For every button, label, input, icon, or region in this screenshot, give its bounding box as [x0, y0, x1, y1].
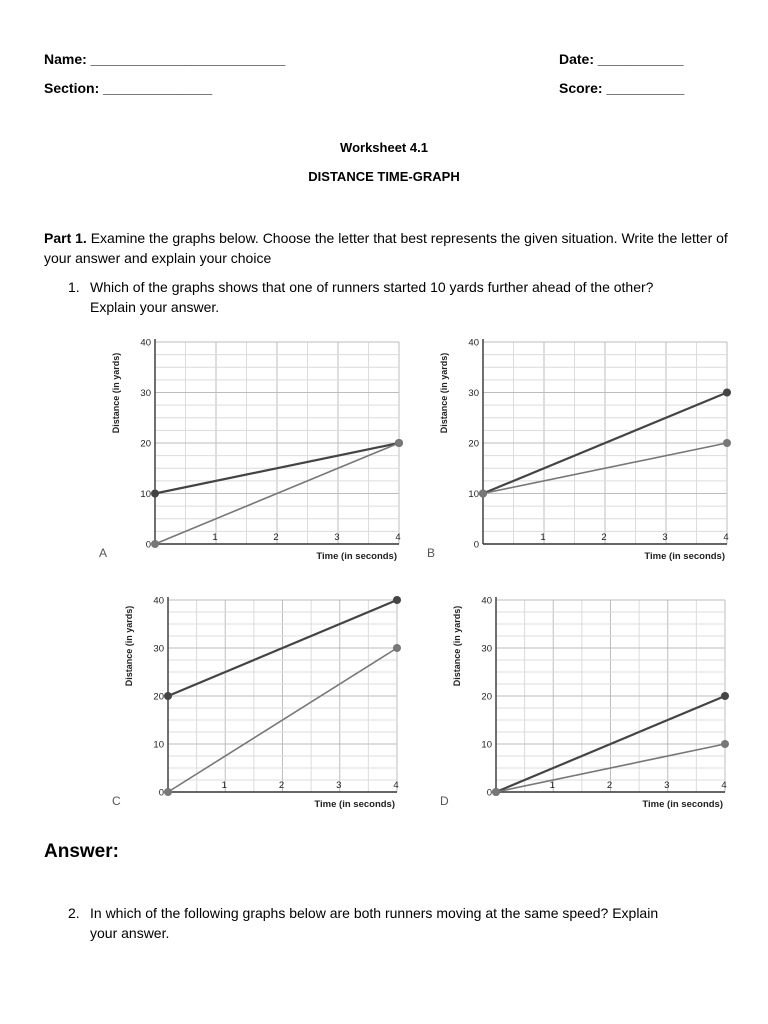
y-tick-label: 10	[153, 739, 164, 751]
question-2-number: 2.	[68, 905, 80, 921]
graph-c	[108, 590, 408, 816]
x-axis-label: Time (in seconds)	[644, 551, 725, 562]
x-tick-label: 4	[721, 780, 727, 791]
y-tick-label: 10	[481, 739, 492, 751]
answer-label: Answer:	[44, 841, 119, 862]
y-tick-label: 40	[468, 337, 479, 349]
y-axis-label: Distance (in yards)	[124, 605, 134, 687]
x-tick-label: 4	[393, 780, 399, 791]
y-tick-label: 20	[468, 438, 479, 450]
data-point	[479, 490, 487, 498]
y-tick-label: 0	[145, 539, 151, 551]
x-axis-label: Time (in seconds)	[316, 551, 397, 562]
score-field-label: Score: __________	[559, 80, 685, 96]
x-tick-label: 2	[273, 532, 279, 543]
y-tick-label: 30	[468, 388, 479, 399]
part1-label: Part 1.	[44, 230, 87, 246]
x-axis-label: Time (in seconds)	[314, 799, 395, 810]
question-1-line-2: Explain your answer.	[90, 299, 220, 315]
question-1-text	[90, 277, 740, 317]
x-tick-label: 1	[212, 532, 218, 543]
data-point	[492, 788, 500, 796]
y-tick-label: 0	[158, 787, 164, 799]
y-tick-label: 10	[140, 489, 151, 500]
y-axis-label: Distance (in yards)	[111, 352, 121, 434]
y-tick-label: 30	[481, 643, 492, 655]
x-axis-label: Time (in seconds)	[642, 799, 723, 810]
x-tick-label: 1	[221, 780, 227, 791]
y-axis-label: Distance (in yards)	[452, 605, 462, 687]
x-tick-label: 3	[662, 532, 668, 543]
x-tick-label: 2	[601, 532, 607, 543]
y-tick-label: 0	[473, 539, 479, 551]
question-2-line-1: In which of the following graphs below are both runners moving at the same speed? Explain	[90, 905, 659, 921]
x-tick-label: 4	[395, 532, 401, 543]
y-tick-label: 20	[481, 691, 492, 703]
x-tick-label: 1	[549, 780, 555, 791]
question-2-text	[90, 903, 740, 943]
part1-text: Examine the graphs below. Choose the letter that best represents the given situation. Write the letter of your answer and explain your choice	[44, 230, 728, 266]
data-point	[721, 692, 729, 700]
y-tick-label: 10	[468, 489, 479, 500]
x-tick-label: 2	[606, 780, 613, 791]
y-tick-label: 40	[481, 595, 492, 607]
data-point	[151, 540, 159, 548]
x-tick-label: 4	[723, 532, 729, 543]
y-tick-label: 20	[140, 438, 151, 450]
data-point	[721, 740, 729, 748]
y-tick-label: 0	[486, 787, 492, 799]
data-point	[723, 389, 731, 397]
data-point	[395, 439, 403, 447]
graph-letter: A	[99, 546, 108, 560]
worksheet-topic: DISTANCE TIME-GRAPH	[308, 169, 460, 184]
x-tick-label: 3	[336, 780, 342, 791]
data-point	[393, 596, 401, 604]
graph-letter: B	[427, 546, 436, 560]
graph-b	[423, 332, 738, 568]
data-point	[151, 490, 159, 498]
graph-letter: D	[440, 794, 449, 808]
question-1-line-1: Which of the graphs shows that one of runners started 10 yards further ahead of the other?	[90, 279, 654, 295]
y-tick-label: 30	[140, 388, 151, 399]
x-tick-label: 1	[540, 532, 546, 543]
x-tick-label: 2	[278, 780, 285, 791]
graph-a	[95, 332, 410, 568]
y-tick-label: 40	[140, 337, 151, 349]
section-field-label: Section: ______________	[44, 80, 213, 96]
question-1-number: 1.	[68, 279, 80, 295]
part1-instructions	[44, 228, 734, 268]
date-field-label: Date: ___________	[559, 51, 684, 67]
data-point	[164, 692, 172, 700]
y-axis-label: Distance (in yards)	[439, 352, 449, 434]
data-point	[723, 439, 731, 447]
data-point	[164, 788, 172, 796]
graph-letter: C	[112, 794, 121, 808]
data-point	[393, 644, 401, 652]
graph-d	[436, 590, 736, 816]
question-2-line-2: your answer.	[90, 925, 170, 941]
x-tick-label: 3	[334, 532, 340, 543]
x-tick-label: 3	[664, 780, 670, 791]
y-tick-label: 20	[153, 691, 164, 703]
y-tick-label: 30	[153, 643, 164, 655]
worksheet-title: Worksheet 4.1	[340, 140, 428, 155]
name-field-label: Name: _________________________	[44, 51, 286, 67]
y-tick-label: 40	[153, 595, 164, 607]
